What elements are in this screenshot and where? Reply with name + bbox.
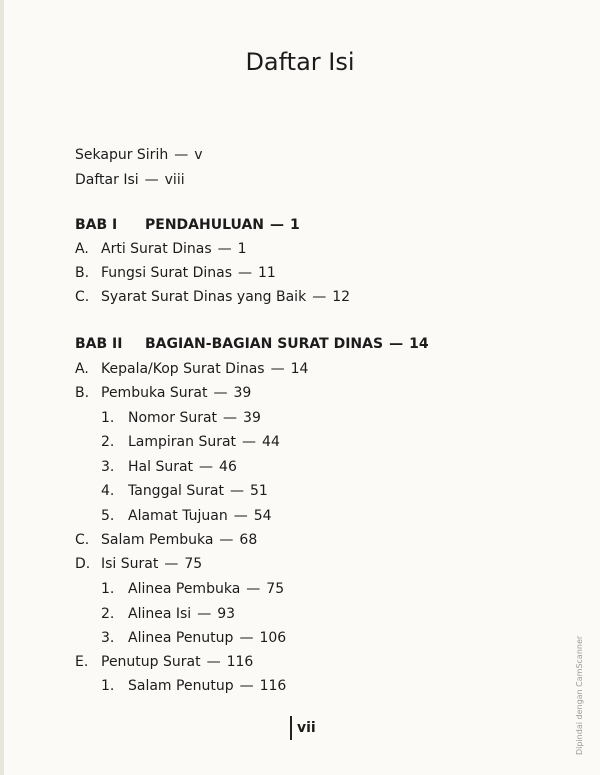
entry-dash: —: [144, 172, 159, 188]
entry-dash: —: [197, 606, 212, 622]
entry-label: Syarat Surat Dinas yang Baik: [101, 289, 307, 305]
entry-page: 75: [184, 556, 203, 572]
entry-page: 106: [259, 630, 287, 646]
entry-number: 1.: [101, 410, 115, 426]
page-number: vii: [290, 716, 316, 740]
toc-entry: [75, 384, 251, 402]
toc-subentry: [101, 629, 286, 647]
toc-subentry: [101, 409, 261, 427]
entry-label: Tanggal Surat: [128, 483, 224, 499]
entry-number: B.: [75, 385, 90, 401]
entry-number: 1.: [101, 678, 115, 694]
entry-page: 1: [237, 241, 247, 257]
toc-entry: [75, 360, 308, 378]
entry-dash: —: [213, 385, 228, 401]
entry-label: Kepala/Kop Surat Dinas: [101, 361, 265, 377]
entry-page: 14: [290, 361, 309, 377]
entry-label: Alamat Tujuan: [128, 508, 228, 524]
entry-dash: —: [246, 581, 261, 597]
entry-dash: —: [206, 654, 221, 670]
chapter-title: PENDAHULUAN: [145, 217, 264, 233]
entry-page: 46: [219, 459, 237, 475]
toc-entry-sekapur-sirih: [75, 146, 203, 164]
toc-entry: [75, 264, 276, 282]
entry-label: Fungsi Surat Dinas: [101, 265, 233, 281]
entry-label: Lampiran Surat: [128, 434, 237, 450]
chapter-heading-bab-1: [75, 216, 300, 234]
entry-label: Salam Pembuka: [101, 532, 214, 548]
entry-page: 54: [253, 508, 272, 524]
entry-label: Hal Surat: [128, 459, 194, 475]
entry-number: 3.: [101, 459, 115, 475]
chapter-number: BAB II: [75, 336, 123, 352]
entry-dash: —: [164, 556, 179, 572]
entry-dash: —: [174, 147, 189, 163]
entry-label: Daftar Isi: [75, 172, 139, 188]
entry-number: E.: [75, 654, 89, 670]
entry-dash: —: [219, 532, 234, 548]
entry-number: C.: [75, 532, 90, 548]
toc-subentry: [101, 507, 272, 525]
entry-page: 68: [239, 532, 258, 548]
entry-dash: —: [229, 483, 244, 499]
toc-subentry: [101, 580, 284, 598]
bleed-through-text: [350, 4, 354, 18]
entry-label: Sekapur Sirih: [75, 147, 169, 163]
entry-dash: —: [312, 289, 327, 305]
entry-page: 39: [243, 410, 261, 426]
entry-page: 44: [262, 434, 280, 450]
entry-number: A.: [75, 241, 89, 257]
toc-entry: [75, 555, 202, 573]
toc-entry: [75, 653, 253, 671]
entry-dash: —: [242, 434, 257, 450]
entry-label: Isi Surat: [101, 556, 159, 572]
entry-dash: —: [238, 265, 253, 281]
entry-number: B.: [75, 265, 90, 281]
toc-subentry: [101, 482, 268, 500]
entry-number: 2.: [101, 434, 115, 450]
page-edge-shadow: [0, 0, 4, 775]
entry-dash: —: [270, 217, 284, 233]
entry-dash: —: [270, 361, 285, 377]
toc-entry: [75, 288, 350, 306]
toc-subentry: [101, 433, 280, 451]
entry-page: 39: [233, 385, 252, 401]
chapter-number: BAB I: [75, 217, 118, 233]
entry-number: 4.: [101, 483, 115, 499]
entry-page: 12: [332, 289, 351, 305]
entry-dash: —: [223, 410, 238, 426]
entry-label: Arti Surat Dinas: [101, 241, 212, 257]
entry-page: 116: [259, 678, 287, 694]
entry-number: A.: [75, 361, 89, 377]
entry-dash: —: [239, 678, 254, 694]
entry-label: Penutup Surat: [101, 654, 201, 670]
entry-label: Alinea Penutup: [128, 630, 234, 646]
toc-entry-daftar-isi: [75, 171, 185, 189]
toc-subentry: [101, 677, 286, 695]
entry-dash: —: [239, 630, 254, 646]
entry-dash: —: [199, 459, 214, 475]
entry-number: C.: [75, 289, 90, 305]
toc-entry: [75, 531, 257, 549]
chapter-page: 14: [409, 336, 429, 352]
entry-label: Pembuka Surat: [101, 385, 208, 401]
entry-page: v: [194, 147, 203, 163]
chapter-title: BAGIAN-BAGIAN SURAT DINAS: [145, 336, 384, 352]
entry-page: viii: [164, 172, 185, 188]
entry-number: 1.: [101, 581, 115, 597]
entry-page: 75: [266, 581, 285, 597]
entry-number: D.: [75, 556, 91, 572]
entry-number: 2.: [101, 606, 115, 622]
entry-page: 93: [217, 606, 236, 622]
entry-dash: —: [217, 241, 232, 257]
toc-subentry: [101, 605, 235, 623]
entry-page: 11: [258, 265, 276, 281]
toc-subentry: [101, 458, 237, 476]
chapter-heading-bab-2: [75, 335, 429, 353]
entry-dash: —: [389, 336, 404, 352]
chapter-page: 1: [290, 217, 300, 233]
entry-label: Nomor Surat: [128, 410, 218, 426]
entry-dash: —: [233, 508, 248, 524]
entry-number: 3.: [101, 630, 115, 646]
entry-page: 51: [249, 483, 268, 499]
entry-page: 116: [226, 654, 254, 670]
toc-entry: [75, 240, 247, 258]
entry-label: Alinea Pembuka: [128, 581, 241, 597]
entry-number: 5.: [101, 508, 115, 524]
page-title: Daftar Isi: [245, 48, 355, 76]
entry-label: Alinea Isi: [128, 606, 192, 622]
entry-label: Salam Penutup: [128, 678, 234, 694]
scanner-watermark: Dipindai dengan CamScanner: [575, 635, 584, 755]
